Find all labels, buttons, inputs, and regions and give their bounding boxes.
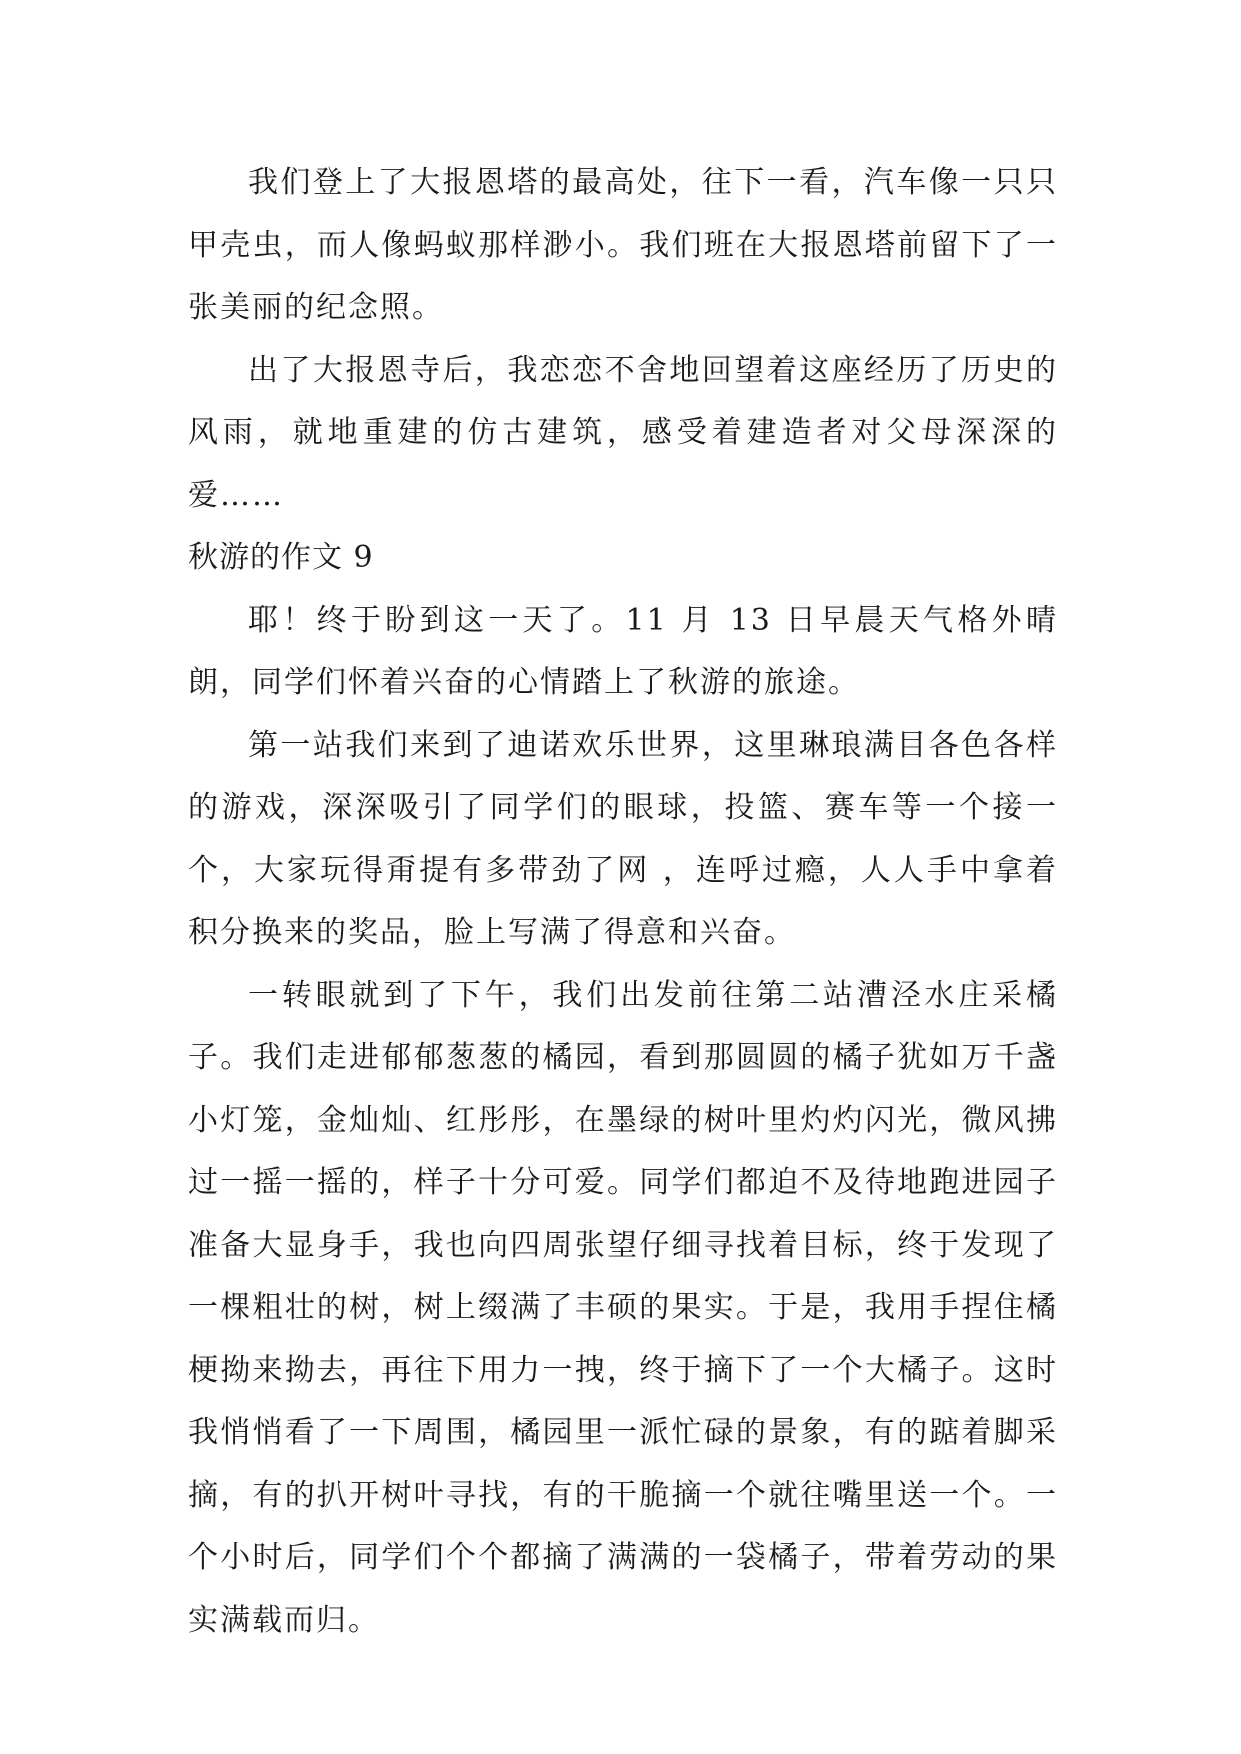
- paragraph-leaving-temple: 出了大报恩寺后，我恋恋不舍地回望着这座经历了历史的风雨，就地重建的仿古建筑，感受着建造者对父母深深的爱……: [188, 352, 1058, 513]
- paragraph-tower-view: 我们登上了大报恩塔的最高处，往下一看，汽车像一只只甲壳虫，而人像蚂蚁那样渺小。我们班在大报恩塔前留下了一张美丽的纪念照。: [188, 165, 1058, 325]
- paragraph-first-stop: 第一站我们来到了迪诺欢乐世界，这里琳琅满目各色各样的游戏，深深吸引了同学们的眼球，投篮、赛车等一个接一个，大家玩得甭提有多带劲了网 ，连呼过瘾，人人手中拿着积分换来的奖品，脸上写满了得意和兴奋。: [188, 727, 1058, 950]
- paragraph-orange-picking: 一转眼就到了下午，我们出发前往第二站漕泾水庄采橘子。我们走进郁郁葱葱的橘园，看到那圆圆的橘子犹如万千盏小灯笼，金灿灿、红彤彤，在墨绿的树叶里灼灼闪光，微风拂过一摇一摇的，样子十分可爱。同学们都迫不及待地跑进园子准备大显身手，我也向四周张望仔细寻找着目标，终于发现了一棵粗壮的树，树上缀满了丰硕的果实。于是，我用手捏住橘梗拗来拗去，再往下用力一拽，终于摘下了一个大橘子。这时我悄悄看了一下周围，橘园里一派忙碌的景象，有的踮着脚采摘，有的扒开树叶寻找，有的干脆摘一个就往嘴里送一个。一个小时后，同学们个个都摘了满满的一袋橘子，带着劳动的果实满载而归。: [188, 977, 1058, 1638]
- paragraph-trip-start: 耶！终于盼到这一天了。11 月 13 日早晨天气格外晴朗，同学们怀着兴奋的心情踏上了秋游的旅途。: [188, 602, 1058, 700]
- section-title: 秋游的作文 9: [188, 540, 374, 575]
- document-body: [188, 152, 1058, 1652]
